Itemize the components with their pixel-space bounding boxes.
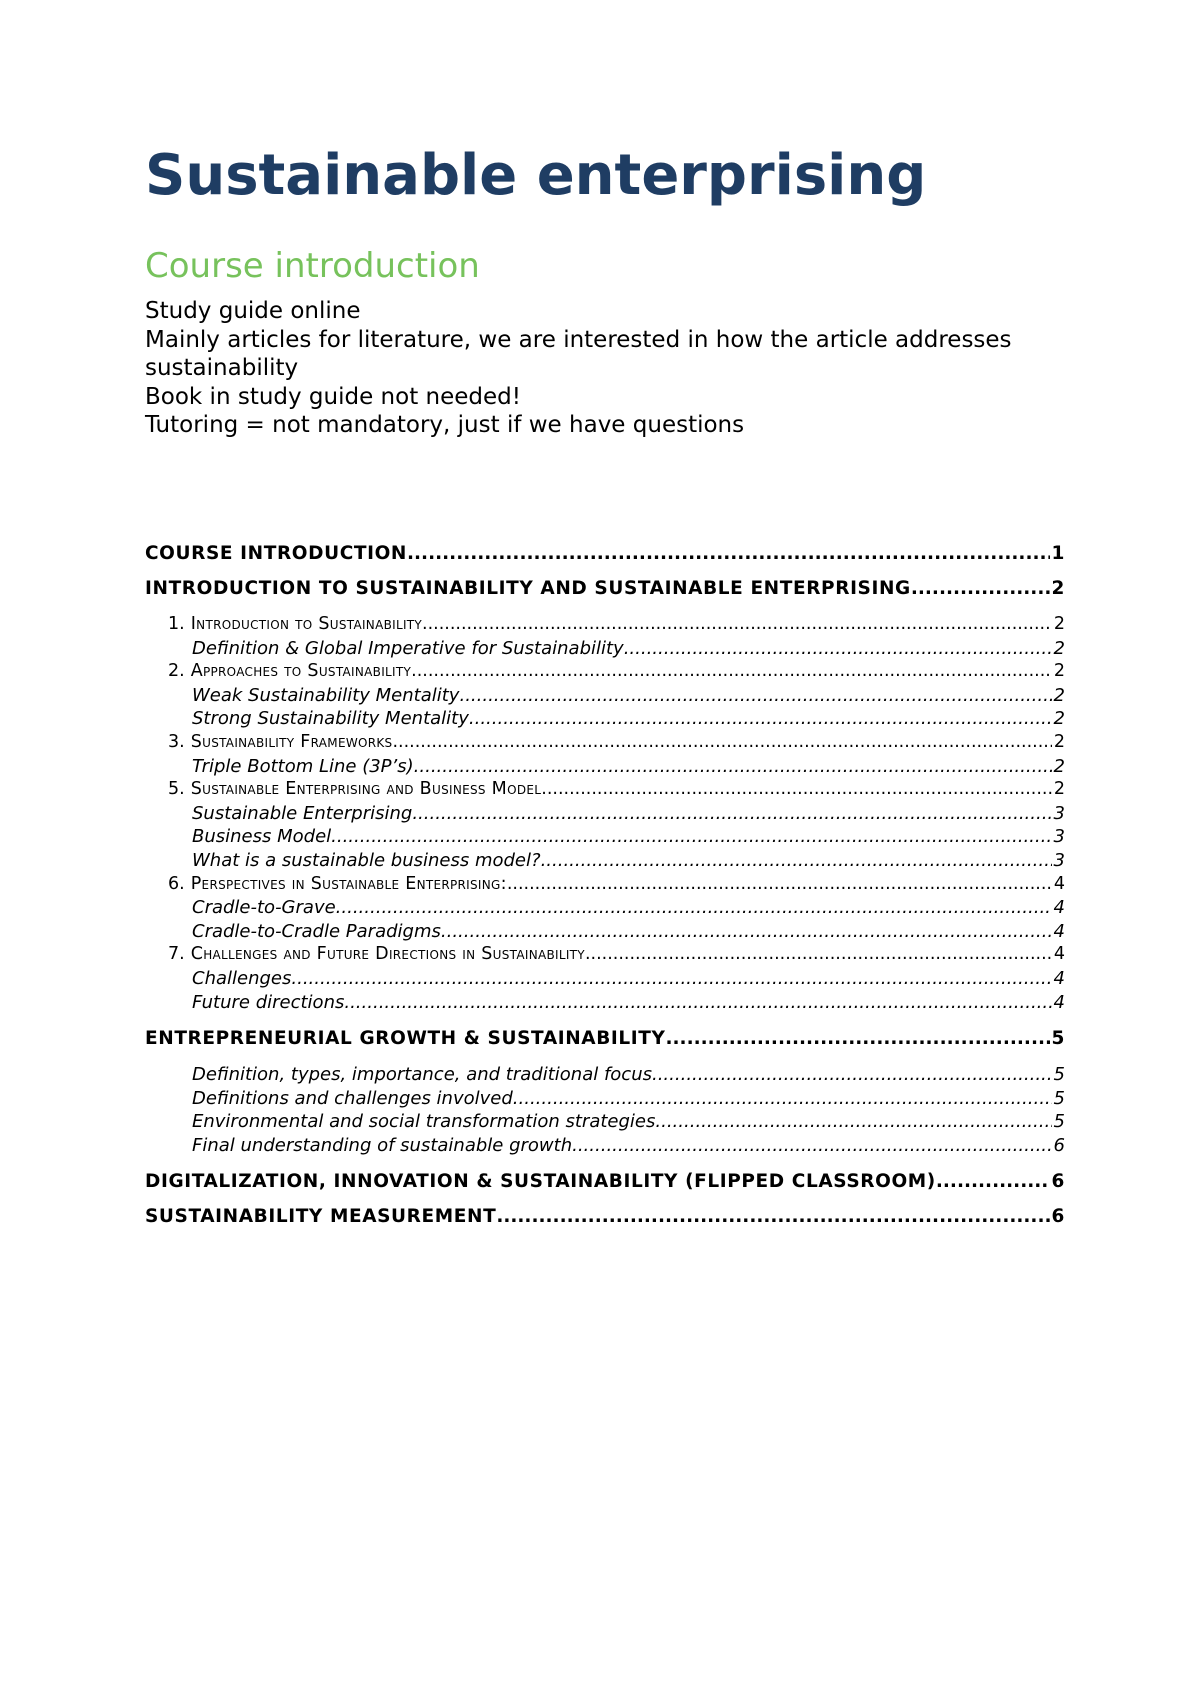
toc-entry-title: Challenges bbox=[192, 967, 292, 989]
toc-entry-title: Weak Sustainability Mentality bbox=[192, 684, 460, 706]
toc-leader bbox=[459, 684, 1051, 708]
toc-entry-title: Sustainability Frameworks bbox=[190, 731, 393, 752]
toc-page-number: 2 bbox=[1053, 779, 1065, 800]
toc-entry-title: Definitions and challenges involved bbox=[192, 1087, 513, 1109]
toc-entry[interactable] bbox=[145, 684, 1065, 708]
toc-entry-number: 3. bbox=[168, 731, 185, 752]
toc-page-number: 5 bbox=[1053, 1064, 1065, 1086]
intro-line: Study guide online bbox=[145, 298, 361, 324]
toc-entry[interactable] bbox=[145, 991, 1065, 1015]
toc-page-number: 5 bbox=[1051, 1028, 1065, 1050]
toc-entry-title: Definition, types, importance, and traditional focus bbox=[192, 1064, 652, 1086]
toc-page-number: 4 bbox=[1053, 920, 1065, 942]
toc-leader bbox=[469, 707, 1052, 731]
intro-line: Tutoring = not mandatory, just if we have questions bbox=[145, 412, 745, 438]
toc-entry-title: Introduction to Sustainability bbox=[190, 614, 423, 634]
toc-page-number: 6 bbox=[1053, 1134, 1065, 1156]
toc-leader bbox=[936, 1164, 1050, 1199]
toc-leader bbox=[541, 778, 1052, 802]
toc-entry-title: What is a sustainable business model? bbox=[192, 849, 541, 871]
toc-leader bbox=[422, 613, 1052, 637]
toc-page-number: 3 bbox=[1053, 826, 1065, 848]
toc-entry-title: Triple Bottom Line (3P’s) bbox=[192, 755, 414, 777]
toc-leader bbox=[652, 1063, 1052, 1087]
toc-entry[interactable] bbox=[145, 707, 1065, 731]
toc-leader bbox=[655, 1110, 1051, 1134]
toc-entry[interactable] bbox=[145, 1199, 1065, 1234]
toc-page-number: 5 bbox=[1053, 1087, 1065, 1109]
toc-entry[interactable] bbox=[145, 755, 1065, 779]
toc-entry-number: 5. bbox=[168, 779, 185, 800]
toc-entry-number: 2. bbox=[168, 661, 185, 682]
toc-entry-title: Strong Sustainability Mentality bbox=[192, 708, 469, 730]
toc-page-number: 6 bbox=[1051, 1171, 1065, 1193]
toc-entry-title: COURSE INTRODUCTION bbox=[145, 543, 407, 564]
toc-page-number: 6 bbox=[1051, 1206, 1065, 1228]
toc-page-number: 1 bbox=[1051, 543, 1065, 564]
section-heading: Course introduction bbox=[145, 246, 480, 286]
toc-leader bbox=[331, 825, 1051, 849]
toc-entry[interactable] bbox=[145, 896, 1065, 920]
toc-leader bbox=[336, 896, 1052, 920]
toc-entry[interactable] bbox=[145, 1087, 1065, 1111]
toc-entry-title: Perspectives in Sustainable Enterprising: bbox=[190, 873, 507, 894]
toc-entry[interactable] bbox=[145, 1164, 1065, 1199]
toc-leader bbox=[624, 637, 1052, 661]
toc-entry[interactable] bbox=[145, 943, 1065, 967]
toc-leader bbox=[291, 967, 1051, 991]
toc-entry[interactable] bbox=[145, 967, 1065, 991]
toc-entry[interactable] bbox=[145, 1063, 1065, 1087]
toc-entry-title: SUSTAINABILITY MEASUREMENT bbox=[145, 1206, 497, 1228]
toc-page-number: 2 bbox=[1053, 731, 1065, 752]
toc-entry[interactable] bbox=[145, 1021, 1065, 1056]
toc-page-number: 4 bbox=[1053, 873, 1065, 894]
toc-entry-number: 7. bbox=[168, 944, 185, 965]
toc-entry-title: INTRODUCTION TO SUSTAINABILITY AND SUSTAINABLE ENTERPRISING bbox=[145, 578, 911, 599]
toc-leader bbox=[407, 536, 1050, 571]
toc-entry[interactable] bbox=[145, 731, 1065, 755]
toc-entry-title: Sustainable Enterprising and Business Model bbox=[190, 779, 542, 800]
toc-entry-title: DIGITALIZATION, INNOVATION & SUSTAINABILITY (FLIPPED CLASSROOM) bbox=[145, 1171, 936, 1193]
toc-page-number: 4 bbox=[1053, 944, 1065, 965]
toc-entry-title: Future directions bbox=[192, 991, 345, 1013]
toc-leader bbox=[496, 1199, 1049, 1234]
toc-entry[interactable] bbox=[145, 660, 1065, 684]
toc-entry-number: 6. bbox=[168, 873, 185, 894]
toc-entry[interactable] bbox=[145, 849, 1065, 873]
toc-leader bbox=[911, 571, 1050, 606]
toc-page-number: 5 bbox=[1053, 1111, 1065, 1133]
toc-entry-title: Cradle-to-Grave bbox=[192, 897, 336, 919]
toc-entry[interactable] bbox=[145, 825, 1065, 849]
toc-entry-title: Definition & Global Imperative for Sustainability bbox=[192, 637, 624, 659]
toc-page-number: 4 bbox=[1053, 991, 1065, 1013]
toc-entry[interactable] bbox=[145, 873, 1065, 897]
toc-leader bbox=[441, 920, 1052, 944]
toc-page-number: 2 bbox=[1053, 755, 1065, 777]
toc-leader bbox=[666, 1021, 1050, 1056]
toc-leader bbox=[585, 943, 1052, 967]
toc-entry[interactable] bbox=[145, 1110, 1065, 1134]
toc-leader bbox=[392, 731, 1051, 755]
toc-page-number: 2 bbox=[1053, 661, 1065, 682]
toc-page-number: 4 bbox=[1053, 897, 1065, 919]
toc-leader bbox=[411, 660, 1052, 684]
toc-entry[interactable] bbox=[145, 637, 1065, 661]
toc-leader bbox=[344, 991, 1051, 1015]
toc-entry-number: 1. bbox=[168, 614, 185, 634]
toc-leader bbox=[414, 755, 1052, 779]
toc-entry-title: ENTREPRENEURIAL GROWTH & SUSTAINABILITY bbox=[145, 1028, 666, 1050]
toc-page-number: 2 bbox=[1051, 578, 1065, 599]
toc-leader bbox=[513, 1087, 1052, 1111]
toc-entry-title: Final understanding of sustainable growth bbox=[192, 1134, 573, 1156]
toc-leader bbox=[412, 802, 1051, 826]
intro-line: Book in study guide not needed! bbox=[145, 383, 521, 410]
toc-entry[interactable] bbox=[145, 920, 1065, 944]
toc-entry-title: Approaches to Sustainability bbox=[190, 661, 412, 682]
toc-entry[interactable] bbox=[145, 1134, 1065, 1158]
toc-leader bbox=[507, 873, 1052, 897]
toc-entry[interactable] bbox=[145, 802, 1065, 826]
toc-leader bbox=[541, 849, 1052, 873]
toc-page-number: 2 bbox=[1053, 708, 1065, 730]
toc-entry[interactable] bbox=[145, 778, 1065, 802]
toc-entry-title: Environmental and social transformation strategies bbox=[192, 1111, 656, 1133]
toc-page-number: 3 bbox=[1053, 802, 1065, 824]
toc-page-number: 3 bbox=[1053, 849, 1065, 871]
toc-entry-title: Cradle-to-Cradle Paradigms bbox=[192, 920, 441, 942]
toc-entry[interactable] bbox=[145, 536, 1065, 571]
document-title: Sustainable enterprising bbox=[145, 143, 927, 208]
toc-entry-title: Challenges and Future Directions in Sustainability bbox=[190, 944, 585, 965]
toc-leader bbox=[572, 1134, 1051, 1158]
toc-entry[interactable] bbox=[145, 571, 1065, 606]
intro-paragraph bbox=[145, 297, 1065, 440]
toc-entry[interactable] bbox=[145, 613, 1065, 637]
toc-page-number: 4 bbox=[1053, 967, 1065, 989]
toc-page-number: 2 bbox=[1053, 637, 1065, 659]
toc-page-number: 2 bbox=[1053, 614, 1065, 634]
toc-page-number: 2 bbox=[1053, 684, 1065, 706]
toc-entry-title: Sustainable Enterprising bbox=[192, 802, 413, 824]
toc-entry-title: Business Model bbox=[192, 826, 332, 848]
intro-line: Mainly articles for literature, we are interested in how the article addresses sustainability bbox=[145, 326, 1012, 381]
table-of-contents bbox=[145, 536, 1065, 1234]
